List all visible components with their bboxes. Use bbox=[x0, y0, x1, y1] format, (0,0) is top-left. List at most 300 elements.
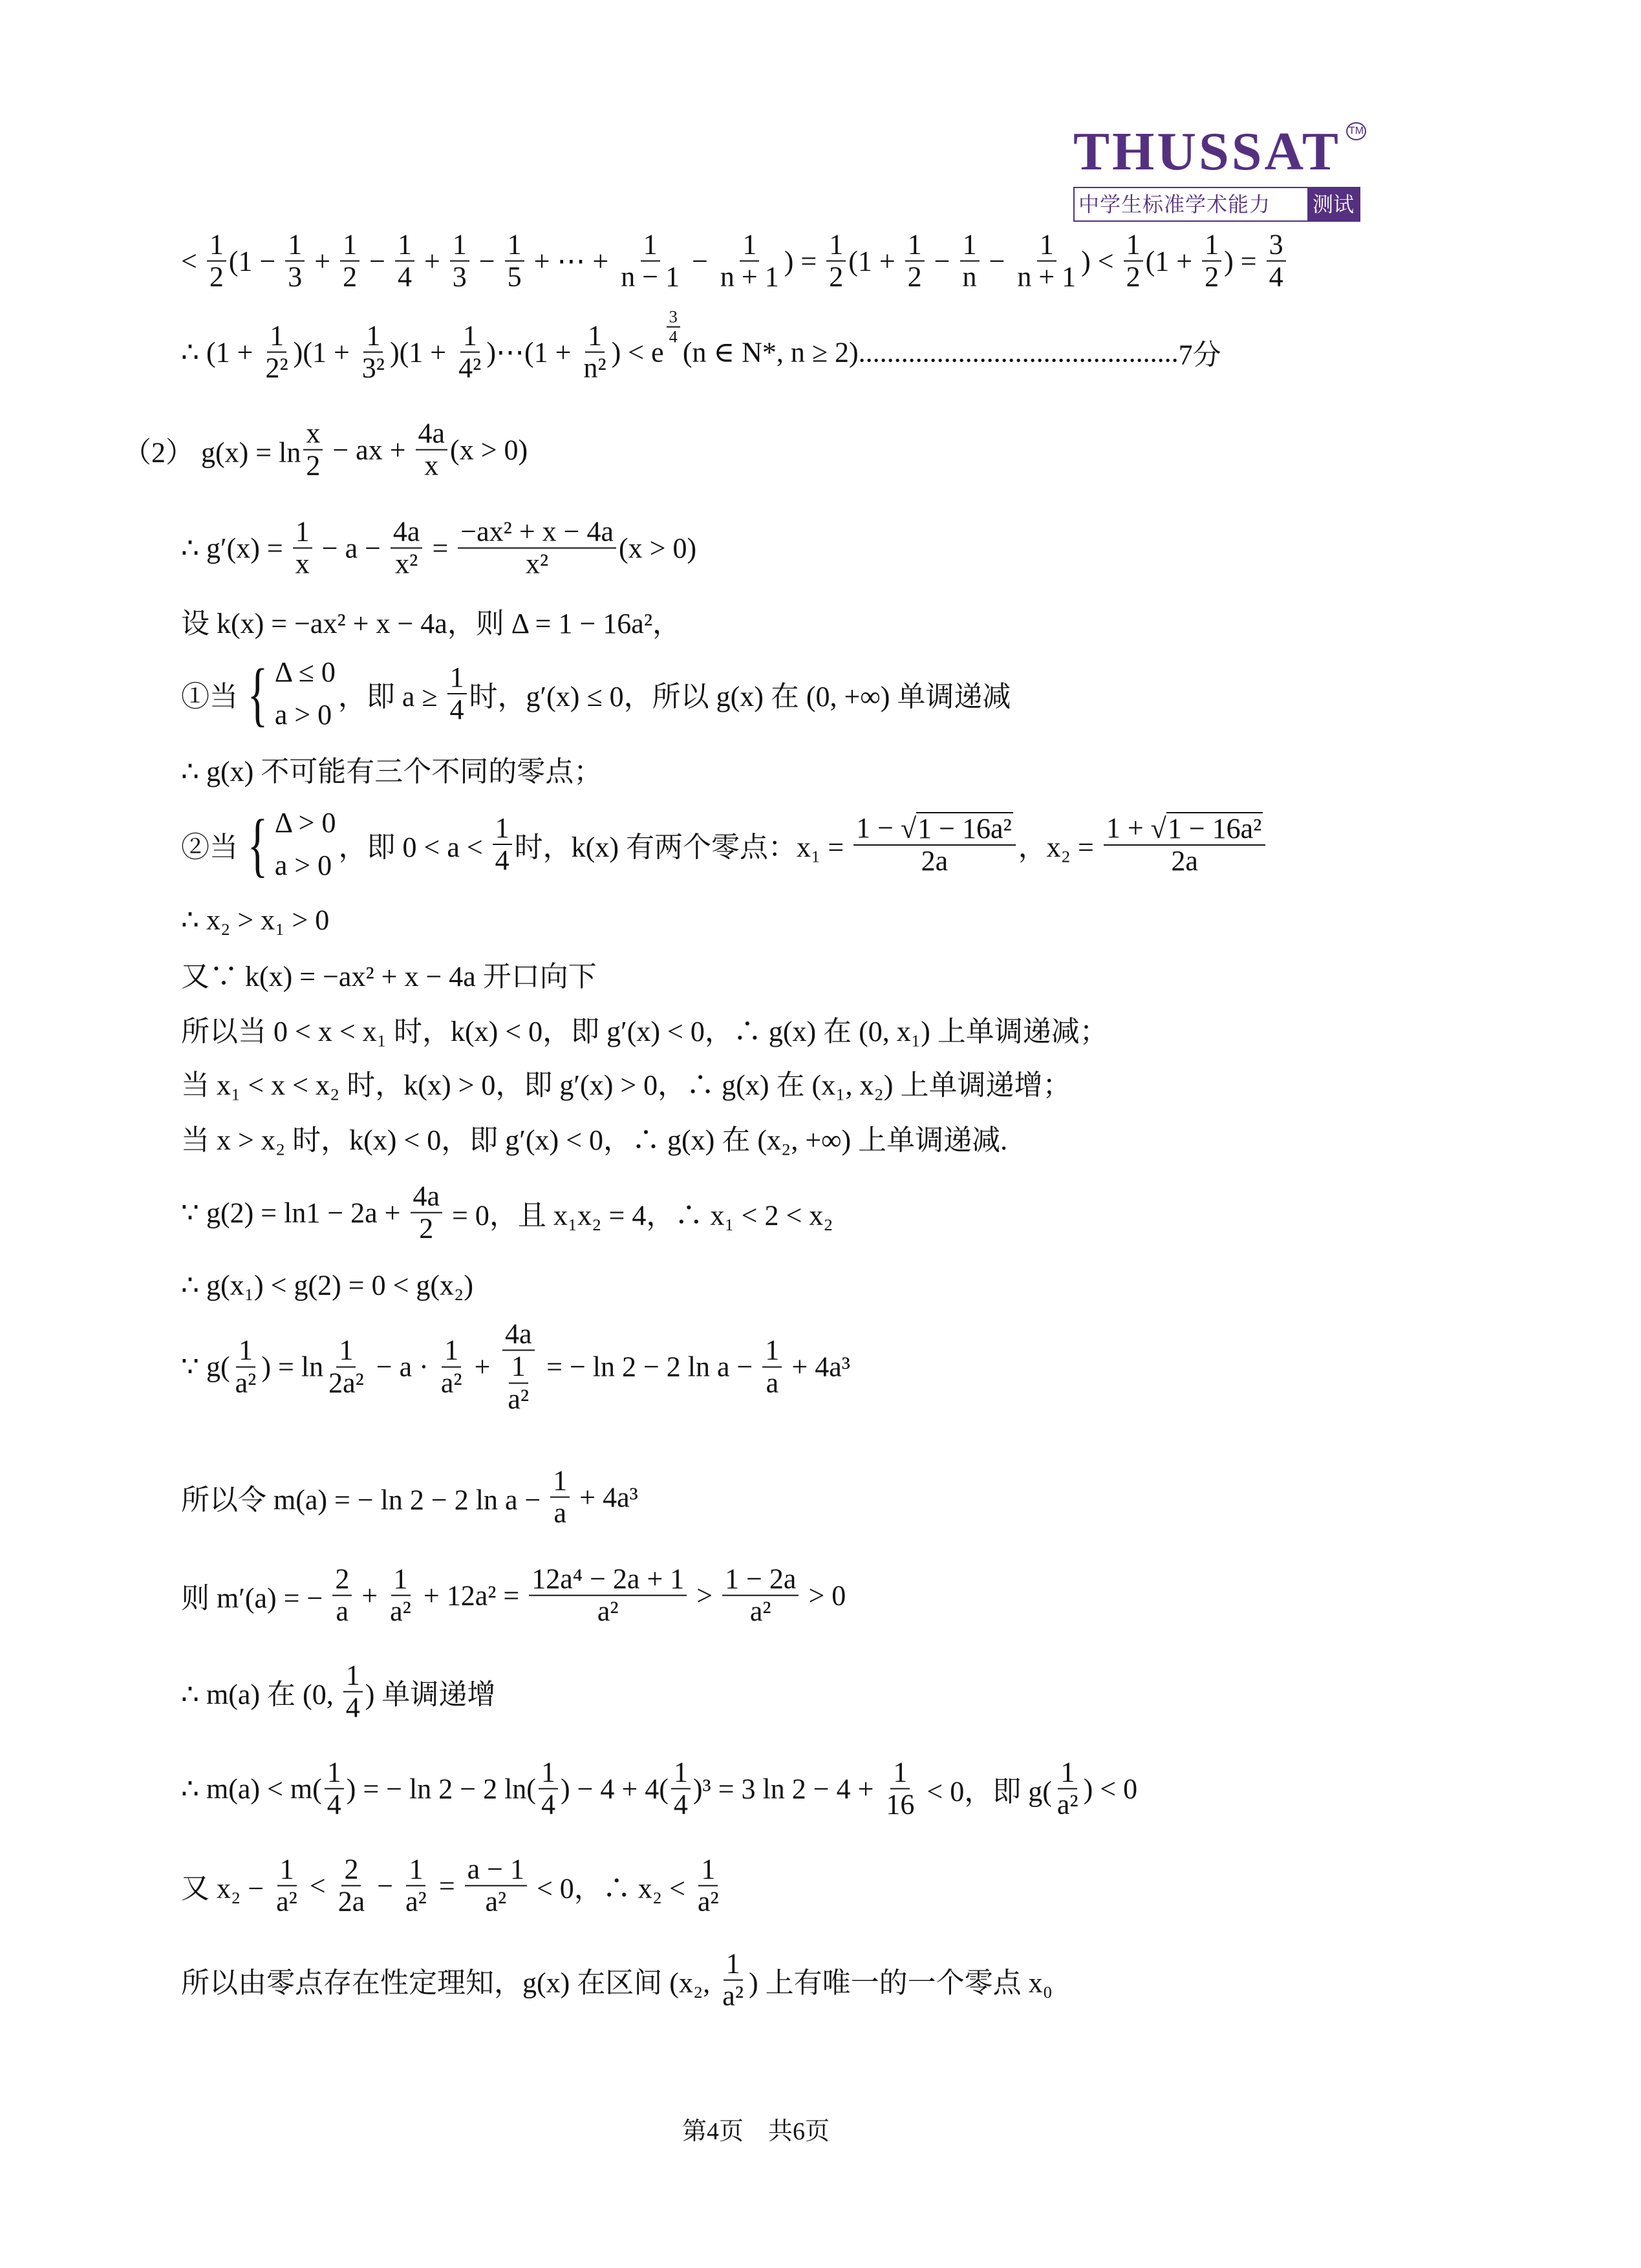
radicand: 1 − 16a² bbox=[1167, 812, 1262, 844]
radical-sign-icon: √ bbox=[1150, 812, 1166, 844]
math-text: ∴ m(a) < m( bbox=[181, 1773, 322, 1805]
fraction bbox=[720, 1949, 746, 2013]
solution-line bbox=[181, 1318, 850, 1415]
math-text: 2 bbox=[306, 450, 321, 482]
fraction-denominator bbox=[336, 1887, 368, 1918]
fraction bbox=[1014, 230, 1078, 294]
fraction bbox=[326, 1335, 367, 1399]
fraction bbox=[293, 517, 312, 581]
math-text: 2 bbox=[829, 261, 844, 293]
fraction bbox=[500, 1318, 537, 1415]
math-text: 1 bbox=[765, 1334, 780, 1366]
fraction-numerator bbox=[363, 321, 383, 353]
math-text: 4 bbox=[1269, 261, 1283, 293]
fraction-numerator bbox=[325, 1757, 344, 1790]
math-text: 4 bbox=[449, 694, 464, 725]
fraction bbox=[883, 1757, 917, 1821]
solution-line bbox=[181, 1117, 1007, 1158]
math-text: 1 bbox=[339, 1334, 354, 1366]
math-text: ∴ g′(x) = bbox=[181, 532, 290, 564]
math-text: ) < e bbox=[611, 336, 664, 369]
math-text: 1 bbox=[444, 1334, 459, 1366]
math-text: 2² bbox=[265, 352, 288, 384]
fraction bbox=[395, 230, 414, 294]
math-text: (n ∈ N*, n ≥ 2) bbox=[682, 336, 859, 369]
math-text: ) − 4 + 4( bbox=[560, 1773, 669, 1805]
radical-sign-icon: √ bbox=[900, 812, 917, 844]
fraction-denominator bbox=[392, 549, 420, 580]
radicand: 1 − 16a² bbox=[917, 812, 1012, 844]
math-text: )⋯(1 + bbox=[486, 336, 579, 369]
fraction-denominator bbox=[482, 1887, 509, 1918]
case-system bbox=[241, 651, 336, 736]
logo-subtitle: 中学生标准学术能力 bbox=[1078, 192, 1271, 217]
math-text: + 4a³ bbox=[572, 1481, 638, 1514]
fraction-denominator bbox=[233, 1367, 259, 1398]
fraction-numerator bbox=[529, 1564, 687, 1596]
fraction-numerator bbox=[303, 418, 323, 451]
case-row: a > 0 bbox=[274, 699, 332, 731]
fraction-denominator bbox=[552, 1498, 570, 1529]
fraction-numerator bbox=[458, 517, 616, 549]
fraction bbox=[456, 321, 484, 385]
math-text: 1 bbox=[288, 228, 303, 261]
fraction-numerator bbox=[391, 517, 423, 549]
math-text: 1 bbox=[462, 319, 477, 352]
math-text: ∴ (1 + bbox=[181, 336, 261, 369]
fraction-denominator bbox=[340, 262, 359, 293]
fraction-numerator bbox=[585, 321, 605, 353]
math-text: 1 bbox=[673, 1756, 688, 1788]
fraction bbox=[411, 1181, 443, 1245]
case-rows bbox=[275, 651, 336, 736]
fraction-denominator bbox=[500, 1351, 537, 1415]
math-text: 4 bbox=[327, 1789, 341, 1821]
math-text: 4 bbox=[397, 261, 412, 293]
math-text: 所以令 m(a) = − ln 2 − 2 ln a − bbox=[181, 1484, 548, 1516]
math-text: 2 bbox=[1126, 261, 1141, 293]
math-text: 4² bbox=[458, 352, 482, 384]
fraction-denominator bbox=[667, 328, 680, 347]
math-text: + 4a³ bbox=[784, 1351, 850, 1383]
fraction-numerator bbox=[447, 662, 467, 694]
math-text: ②当 bbox=[181, 831, 238, 863]
math-text: 2a² bbox=[328, 1366, 364, 1398]
math-text: 1 − 2a bbox=[725, 1563, 797, 1595]
math-text: a bbox=[336, 1596, 349, 1627]
math-text: ) = − ln 2 − 2 ln( bbox=[346, 1773, 536, 1805]
math-text: ) 上有唯一的一个零点 x₀ bbox=[749, 1967, 1053, 1999]
math-text: 4a bbox=[504, 1318, 532, 1350]
fraction-denominator bbox=[207, 262, 226, 293]
fraction bbox=[391, 517, 423, 581]
math-text: 又 x₂ − bbox=[181, 1873, 272, 1905]
math-text: < 0，∴ x₂ < bbox=[529, 1873, 692, 1905]
math-text: 7分 bbox=[1178, 339, 1221, 371]
fraction-denominator bbox=[274, 1887, 300, 1918]
fraction-numerator bbox=[460, 321, 480, 353]
fraction bbox=[667, 308, 680, 347]
math-text: a² bbox=[440, 1366, 462, 1398]
fraction-denominator bbox=[1014, 262, 1078, 293]
math-text: 1 bbox=[1039, 228, 1054, 261]
fraction-denominator bbox=[718, 262, 782, 293]
math-text: a² bbox=[405, 1886, 427, 1918]
fraction-numerator bbox=[509, 1351, 528, 1384]
math-text: ∴ g(x) 不可能有三个不同的零点； bbox=[181, 756, 603, 787]
fraction-denominator bbox=[325, 1790, 344, 1821]
math-text: − bbox=[370, 1870, 401, 1902]
fraction-numerator bbox=[826, 230, 846, 262]
math-text: ，x₂ = bbox=[1018, 831, 1101, 863]
math-text: 1 bbox=[209, 228, 224, 261]
solution-line bbox=[181, 1660, 495, 1724]
fraction-numerator bbox=[671, 1757, 691, 1790]
fraction-numerator bbox=[293, 517, 312, 549]
math-text: ............................................. bbox=[858, 336, 1179, 369]
fraction-numerator bbox=[724, 1949, 743, 1981]
fraction-numerator bbox=[236, 1335, 255, 1367]
math-text: (1 + bbox=[848, 245, 903, 277]
math-text: a² bbox=[485, 1886, 507, 1918]
math-text: n bbox=[962, 261, 977, 293]
fraction-denominator bbox=[747, 1596, 774, 1627]
math-text: 2 bbox=[209, 261, 224, 293]
fraction bbox=[332, 1564, 352, 1628]
fraction-denominator bbox=[326, 1367, 367, 1398]
fraction bbox=[618, 230, 682, 294]
fraction bbox=[762, 1335, 782, 1399]
fraction-numerator bbox=[343, 1660, 363, 1693]
fraction-numerator bbox=[406, 1854, 425, 1887]
math-text: ) < 0 bbox=[1083, 1773, 1138, 1805]
fraction-numerator bbox=[740, 230, 759, 262]
math-text: 2 bbox=[1205, 261, 1219, 293]
math-text: 所以由零点存在性定理知，g(x) 在区间 (x₂, bbox=[181, 1967, 718, 1999]
fraction-denominator bbox=[695, 1887, 722, 1918]
fraction-denominator bbox=[263, 353, 290, 384]
math-text: a² bbox=[597, 1596, 619, 1627]
solution-line bbox=[181, 230, 1289, 294]
fraction bbox=[438, 1335, 465, 1399]
logo-header bbox=[1073, 120, 1410, 184]
fraction-numerator bbox=[698, 1854, 718, 1887]
fraction bbox=[581, 321, 608, 385]
math-text: x bbox=[306, 417, 321, 449]
fraction bbox=[1267, 230, 1286, 294]
page-footer: 第4页 共6页 bbox=[681, 2118, 830, 2145]
logo-wordmark: THUSSAT bbox=[1073, 122, 1341, 182]
math-text: 1 bbox=[829, 228, 844, 261]
fraction-numerator bbox=[1058, 1757, 1077, 1790]
fraction-numerator bbox=[890, 1757, 910, 1790]
math-text: − bbox=[981, 245, 1013, 277]
math-text: n − 1 bbox=[621, 261, 680, 293]
math-text: 2a bbox=[921, 845, 949, 877]
fraction-numerator bbox=[1267, 230, 1286, 262]
superscript bbox=[664, 308, 683, 347]
math-text: 1 bbox=[553, 1464, 568, 1497]
fraction bbox=[450, 230, 469, 294]
fraction-denominator bbox=[581, 353, 608, 384]
fraction bbox=[233, 1335, 259, 1399]
fraction bbox=[550, 1466, 570, 1530]
fraction-numerator bbox=[1202, 230, 1221, 262]
fraction-denominator bbox=[387, 1596, 414, 1627]
fraction-numerator bbox=[395, 230, 414, 262]
math-text: )(1 + bbox=[390, 336, 454, 369]
fraction bbox=[853, 812, 1016, 877]
math-text: ) < bbox=[1081, 245, 1121, 277]
math-text: + bbox=[354, 1579, 385, 1612]
math-text: ∴ m(a) 在 (0, bbox=[181, 1679, 341, 1711]
math-text: 时，g′(x) ≤ 0，所以 g(x) 在 (0, +∞) 单调递减 bbox=[469, 681, 1011, 712]
math-text: −ax² + x − 4a bbox=[460, 515, 614, 548]
math-text: 当 x > x₂ 时，k(x) < 0，即 g′(x) < 0，∴ g(x) 在 (x₂, +∞) 上单调递减. bbox=[181, 1124, 1008, 1156]
math-text: 1 bbox=[345, 1659, 360, 1691]
fraction-denominator bbox=[595, 1596, 621, 1627]
math-text: − bbox=[362, 245, 392, 277]
fraction-denominator bbox=[334, 1596, 352, 1627]
math-text: = 0，且 x₁x₂ = 4，∴ x₁ < 2 < x₂ bbox=[445, 1200, 833, 1232]
fraction-numerator bbox=[853, 812, 1016, 846]
math-text: ①当 bbox=[181, 681, 238, 712]
math-text: n + 1 bbox=[1017, 261, 1077, 293]
fraction bbox=[387, 1564, 414, 1628]
fraction-numerator bbox=[762, 1335, 782, 1367]
math-text: )³ = 3 ln 2 − 4 + bbox=[692, 1773, 881, 1805]
math-text: 当 x₁ < x < x₂ 时，k(x) > 0，即 g′(x) > 0，∴ g(x) 在 (x₁, x₂) 上单调递增； bbox=[181, 1069, 1071, 1101]
fraction-numerator bbox=[391, 1564, 411, 1596]
math-text: (x > 0) bbox=[450, 434, 528, 466]
fraction bbox=[359, 321, 387, 385]
solution-line bbox=[181, 1062, 1071, 1103]
math-text: a² bbox=[276, 1886, 297, 1918]
solution-line bbox=[181, 1181, 833, 1245]
fraction bbox=[343, 1660, 363, 1724]
math-text: = − ln 2 − 2 ln a − bbox=[539, 1351, 760, 1383]
math-text: 1 bbox=[511, 1350, 526, 1382]
math-text: 4a bbox=[413, 1180, 440, 1212]
fraction-denominator bbox=[456, 353, 484, 384]
solution-line bbox=[181, 802, 1268, 887]
fraction-denominator bbox=[764, 1367, 782, 1398]
fraction-denominator bbox=[395, 262, 414, 293]
fraction-denominator bbox=[523, 549, 551, 580]
math-text: − bbox=[471, 245, 502, 277]
fraction-numerator bbox=[667, 308, 680, 328]
fraction bbox=[529, 1564, 687, 1628]
solution-line bbox=[181, 600, 681, 641]
solution-line bbox=[181, 651, 1011, 736]
math-text: ) = bbox=[784, 245, 824, 277]
math-text: 4 bbox=[495, 844, 509, 876]
logo-subtitle-box bbox=[1073, 187, 1360, 222]
case-system bbox=[241, 802, 336, 887]
math-text: a² bbox=[722, 1980, 744, 2012]
case-row: Δ ≤ 0 bbox=[274, 656, 336, 688]
solution-line bbox=[181, 953, 597, 994]
fraction bbox=[826, 230, 846, 294]
math-text: 2 bbox=[335, 1563, 350, 1595]
fraction-denominator bbox=[438, 1367, 465, 1398]
fraction-denominator bbox=[285, 262, 305, 293]
fraction-denominator bbox=[493, 845, 512, 876]
logo-tag: 测试 bbox=[1307, 188, 1359, 220]
math-text: )(1 + bbox=[293, 336, 357, 369]
fraction bbox=[718, 230, 782, 294]
math-text: = bbox=[425, 532, 456, 564]
fraction-denominator bbox=[539, 1790, 558, 1821]
math-text: 2a bbox=[1171, 845, 1198, 877]
fraction-denominator bbox=[303, 451, 323, 482]
math-text: − a · bbox=[369, 1351, 436, 1383]
fraction-numerator bbox=[502, 1318, 535, 1351]
math-text: 时，k(x) 有两个零点：x₁ = bbox=[514, 831, 852, 863]
math-text: ∴ x₂ > x₁ > 0 bbox=[181, 904, 330, 936]
math-text: 4 bbox=[673, 1789, 688, 1821]
fraction-denominator bbox=[826, 262, 846, 293]
math-text: 1 bbox=[397, 228, 412, 261]
math-text: 3 bbox=[288, 261, 303, 293]
solution-line bbox=[181, 1466, 638, 1530]
math-text: 1 bbox=[449, 661, 464, 693]
math-text: 16 bbox=[886, 1789, 915, 1821]
math-text: − bbox=[685, 245, 715, 277]
math-text: 3 bbox=[669, 306, 678, 326]
solution-line bbox=[181, 1269, 473, 1302]
math-text: 1 bbox=[1126, 228, 1141, 261]
fraction-denominator bbox=[671, 1790, 691, 1821]
math-text: n² bbox=[583, 352, 606, 384]
math-text: x bbox=[295, 548, 310, 580]
math-text: 4 bbox=[541, 1789, 555, 1821]
math-text: a − 1 bbox=[467, 1853, 524, 1885]
math-text: 3 bbox=[452, 261, 467, 293]
math-text: 1 bbox=[295, 515, 310, 548]
fraction-numerator bbox=[442, 1335, 461, 1367]
math-text: 2 bbox=[343, 261, 358, 293]
fraction-numerator bbox=[465, 1854, 527, 1887]
fraction bbox=[285, 230, 305, 294]
fraction-denominator bbox=[416, 1214, 436, 1245]
math-text: 1 bbox=[343, 228, 358, 261]
math-text: 所以当 0 < x < x₁ 时，k(x) < 0，即 g′(x) < 0，∴ g(x) 在 (0, x₁) 上单调递减； bbox=[181, 1016, 1108, 1047]
math-text: ∵ g(2) = ln1 − 2a + bbox=[181, 1197, 408, 1229]
math-text: 设 k(x) = −ax² + x − 4a，则 Δ = 1 − 16a²， bbox=[181, 608, 681, 639]
case-rows bbox=[275, 802, 336, 887]
solution-line bbox=[181, 517, 696, 581]
fraction bbox=[539, 1757, 558, 1821]
math-text: ) = bbox=[1224, 245, 1264, 277]
math-text: （2） g(x) = ln bbox=[123, 437, 301, 469]
math-text: 1 bbox=[1205, 228, 1219, 261]
fraction bbox=[465, 1854, 527, 1918]
math-text: 1 bbox=[279, 1853, 294, 1885]
math-text: + bbox=[416, 245, 447, 277]
fraction-denominator bbox=[293, 549, 312, 580]
math-text: 1 bbox=[452, 228, 467, 261]
math-text: ，即 a ≥ bbox=[338, 681, 445, 712]
math-text: 1 bbox=[366, 319, 381, 352]
math-text: a² bbox=[508, 1383, 530, 1415]
fraction bbox=[722, 1564, 799, 1628]
fraction bbox=[458, 517, 616, 581]
fraction-denominator bbox=[1202, 262, 1221, 293]
math-text: 1 − bbox=[856, 811, 901, 844]
math-text: 1 bbox=[643, 228, 658, 261]
solution-line bbox=[181, 306, 1221, 385]
math-text: < 0，即 g( bbox=[919, 1776, 1052, 1808]
fraction-numerator bbox=[905, 230, 925, 262]
left-brace-icon: { bbox=[247, 805, 268, 884]
math-text: + bbox=[467, 1351, 498, 1383]
fraction bbox=[695, 1854, 722, 1918]
math-text: 则 m′(a) = − bbox=[181, 1583, 330, 1614]
math-text: ∴ g(x₁) < g(2) = 0 < g(x₂) bbox=[181, 1269, 474, 1301]
fraction-denominator bbox=[919, 846, 951, 877]
square-root bbox=[901, 812, 1013, 844]
math-text: 1 bbox=[507, 228, 522, 261]
math-text: ) = ln bbox=[261, 1351, 324, 1383]
fraction-numerator bbox=[267, 321, 286, 353]
math-text: − bbox=[927, 245, 958, 277]
fraction-numerator bbox=[340, 230, 359, 262]
fraction-denominator bbox=[403, 1887, 429, 1918]
math-text: a² bbox=[390, 1596, 411, 1627]
math-text: 1 bbox=[239, 1334, 253, 1366]
math-text: 4a bbox=[392, 515, 420, 548]
math-text: 1 bbox=[962, 228, 977, 261]
fraction-numerator bbox=[285, 230, 305, 262]
fraction-numerator bbox=[1104, 812, 1266, 846]
solution-line bbox=[181, 1949, 1053, 2013]
math-text: 4a bbox=[418, 417, 445, 449]
fraction-denominator bbox=[505, 262, 524, 293]
math-text: 又∵ k(x) = −ax² + x − 4a 开口向下 bbox=[181, 961, 597, 992]
math-text: 1 bbox=[588, 319, 603, 352]
math-text: a² bbox=[749, 1596, 771, 1627]
math-text: 1 bbox=[701, 1853, 716, 1885]
fraction bbox=[336, 1854, 368, 1918]
fraction-numerator bbox=[416, 418, 448, 451]
case-row: Δ > 0 bbox=[274, 807, 336, 839]
solution-line bbox=[123, 418, 528, 482]
thussat-logo bbox=[1073, 120, 1410, 222]
fraction-denominator bbox=[343, 1693, 363, 1724]
math-text: 2 bbox=[419, 1213, 434, 1245]
fraction-denominator bbox=[720, 1981, 746, 2012]
fraction-numerator bbox=[332, 1564, 352, 1596]
math-text: 1 bbox=[327, 1756, 341, 1788]
fraction bbox=[447, 662, 467, 726]
fraction-numerator bbox=[336, 1335, 356, 1367]
fraction-denominator bbox=[905, 262, 925, 293]
fraction bbox=[960, 230, 980, 294]
fraction bbox=[303, 418, 323, 482]
fraction-denominator bbox=[450, 262, 469, 293]
math-text: 1 bbox=[742, 228, 757, 261]
solution-line bbox=[181, 1854, 724, 1918]
math-text: 1 bbox=[1060, 1756, 1075, 1788]
fraction-numerator bbox=[505, 230, 524, 262]
math-text: 3 bbox=[1269, 228, 1283, 261]
math-text: < bbox=[302, 1870, 333, 1902]
case-row: a > 0 bbox=[274, 850, 332, 881]
fraction bbox=[1104, 812, 1266, 877]
math-text: 1 + bbox=[1106, 811, 1151, 844]
math-text: 3² bbox=[361, 352, 385, 384]
